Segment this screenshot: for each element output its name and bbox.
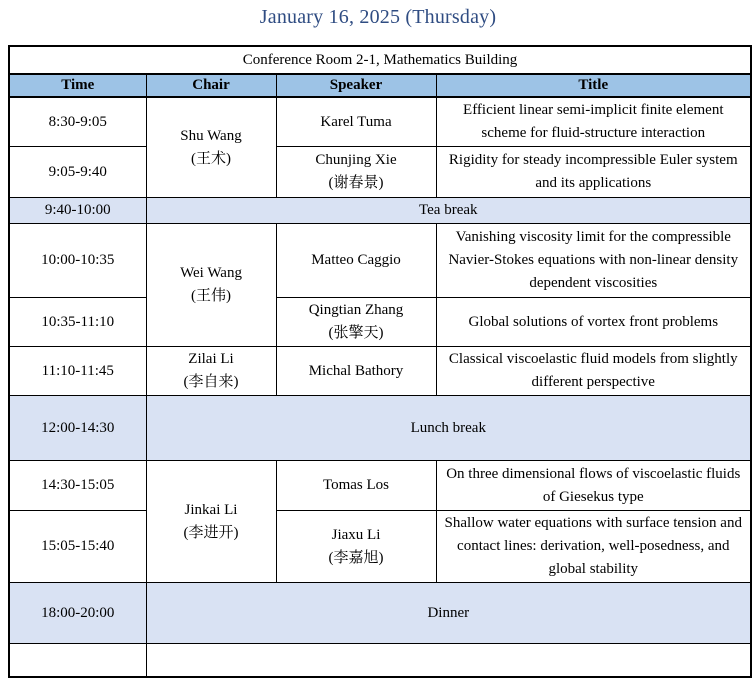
time-cell: 10:35-11:10 (9, 298, 146, 347)
speaker-cell (276, 97, 436, 147)
chair-name-cn: (王伟) (191, 288, 231, 304)
column-header-title: Title (436, 74, 751, 97)
clipped-bottom-row (9, 644, 751, 678)
speaker-name-cn: (张擎天) (328, 325, 384, 341)
time-cell: 18:00-20:00 (9, 583, 146, 644)
speaker-name: Michal Bathory (308, 362, 404, 379)
schedule-table (8, 45, 752, 678)
time-cell: 9:05-9:40 (9, 147, 146, 198)
talk-title-cell: Shallow water equations with surface tension and contact lines: derivation, well-posedness, and global stability (436, 511, 751, 583)
talk-title-cell: On three dimensional flows of viscoelastic fluids of Giesekus type (436, 461, 751, 511)
break-label: Lunch break (146, 396, 751, 461)
speaker-name: Tomas Los (322, 477, 390, 493)
speaker-cell (276, 298, 436, 347)
chair-name: Jinkai Li (184, 501, 238, 518)
talk-row (9, 461, 751, 511)
chair-name-cn: (李自来) (183, 374, 239, 390)
tea-break-row (9, 198, 751, 224)
page-title: January 16, 2025 (Thursday) (259, 6, 497, 28)
chair-cell (146, 224, 276, 347)
time-cell (9, 644, 146, 678)
chair-name-cn: (李进开) (183, 524, 239, 541)
talk-title-cell: Efficient linear semi-implicit finite element scheme for fluid-structure interaction (436, 97, 751, 147)
talk-row (9, 147, 751, 198)
talk-row (9, 224, 751, 298)
talk-title-cell: Vanishing viscosity limit for the compressible Navier-Stokes equations with non-linear density dependent viscosities (436, 224, 751, 298)
chair-name: Zilai Li (188, 351, 234, 367)
talk-title-cell: Global solutions of vortex front problems (436, 298, 751, 347)
speaker-cell (276, 347, 436, 396)
speaker-cell (276, 147, 436, 198)
lunch-break-row (9, 396, 751, 461)
time-cell: 10:00-10:35 (9, 224, 146, 298)
empty-cell (146, 644, 751, 678)
break-label: Dinner (146, 583, 751, 644)
speaker-name-cn: (谢春景) (328, 175, 384, 191)
dinner-row (9, 583, 751, 644)
break-label: Tea break (146, 198, 751, 224)
talk-row (9, 298, 751, 347)
column-header-chair: Chair (146, 74, 276, 97)
speaker-cell (276, 224, 436, 298)
time-cell: 8:30-9:05 (9, 97, 146, 147)
speaker-name: Matteo Caggio (311, 252, 401, 268)
time-cell: 12:00-14:30 (9, 396, 146, 461)
column-header-time: Time (9, 74, 146, 97)
column-header-speaker: Speaker (276, 74, 436, 97)
speaker-name: Jiaxu Li (331, 526, 381, 543)
room-header: Conference Room 2-1, Mathematics Building (9, 46, 751, 74)
speaker-cell (276, 461, 436, 511)
speaker-name-cn: (李嘉旭) (328, 549, 384, 566)
speaker-name: Karel Tuma (320, 113, 392, 130)
speaker-name: Chunjing Xie (315, 152, 397, 168)
chair-name: Wei Wang (180, 265, 242, 281)
talk-title-cell: Classical viscoelastic fluid models from slightly different perspective (436, 347, 751, 396)
speaker-name: Qingtian Zhang (308, 302, 404, 318)
chair-cell (146, 97, 276, 198)
time-cell: 15:05-15:40 (9, 511, 146, 583)
time-cell: 9:40-10:00 (9, 198, 146, 224)
talk-row (9, 347, 751, 396)
talk-row (9, 97, 751, 147)
time-cell: 14:30-15:05 (9, 461, 146, 511)
talk-row (9, 511, 751, 583)
chair-name: Shu Wang (180, 127, 242, 144)
speaker-cell (276, 511, 436, 583)
talk-title-cell: Rigidity for steady incompressible Euler system and its applications (436, 147, 751, 198)
room-header-row (9, 46, 751, 74)
chair-cell (146, 461, 276, 583)
time-cell: 11:10-11:45 (9, 347, 146, 396)
chair-cell (146, 347, 276, 396)
chair-name-cn: (王术) (191, 150, 231, 167)
column-header-row (9, 74, 751, 97)
